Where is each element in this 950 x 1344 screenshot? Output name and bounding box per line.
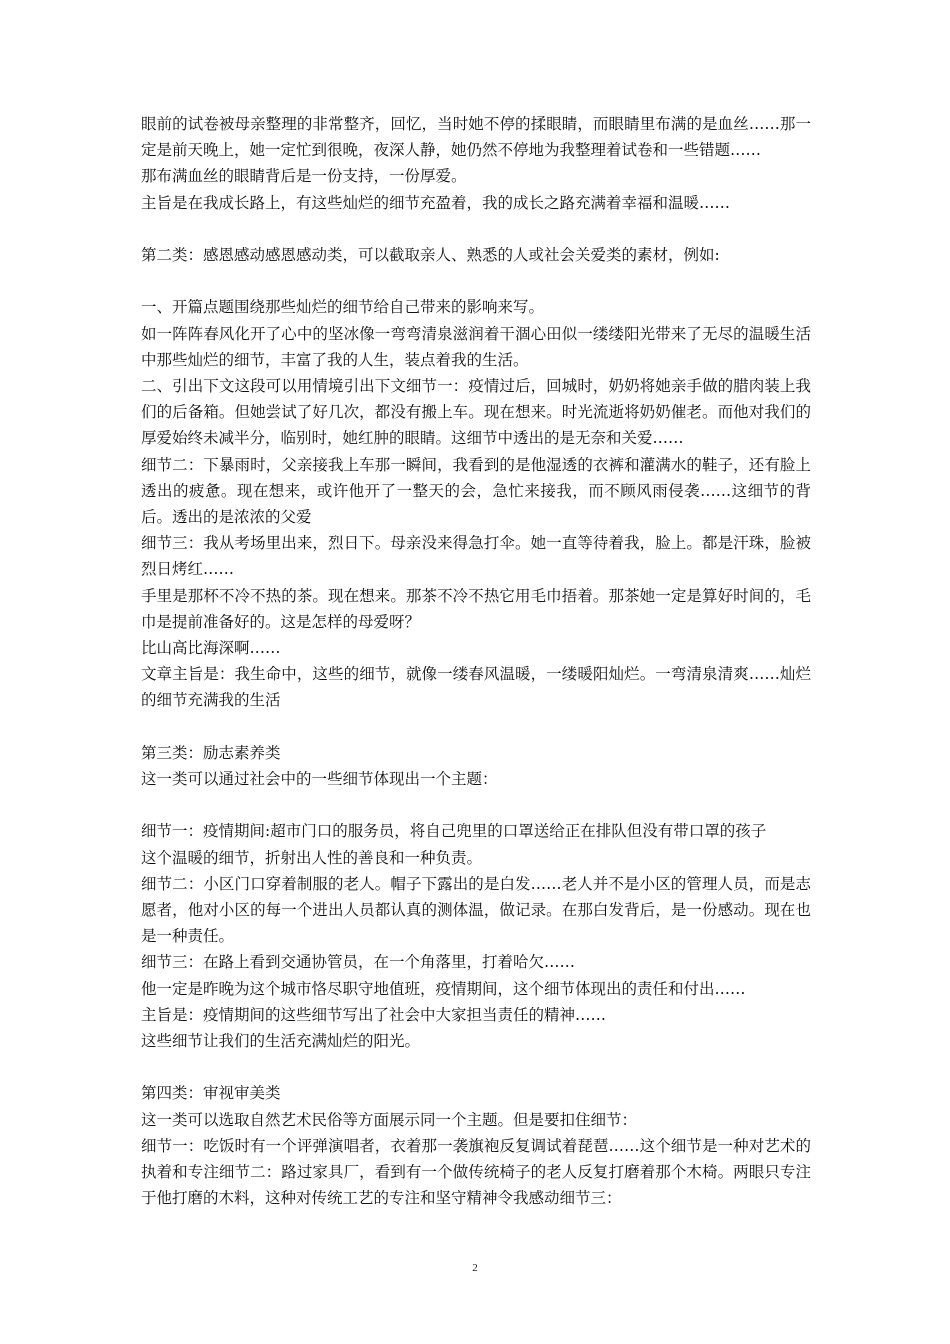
paragraph: 如一阵阵春风化开了心中的坚冰像一弯弯清泉滋润着干涸心田似一缕缕阳光带来了无尽的温暖生活中那些灿烂的细节，丰富了我的人生，装点着我的生活。 — [141, 324, 811, 369]
blank-line — [141, 268, 811, 294]
page-number: 2 — [472, 1262, 478, 1274]
paragraph: 文章主旨是：我生命中，这些的细节，就像一缕春风温暖，一缕暖阳灿烂。一弯清泉清爽……灿烂的细节充满我的生活 — [141, 665, 811, 710]
paragraph: 这一类可以通过社会中的一些细节体现出一个主题： — [141, 770, 498, 789]
paragraph: 这个温暖的细节，折射出人性的善良和一种负责。 — [141, 848, 483, 867]
paragraph: 一、开篇点题围绕那些灿烂的细节给自己带来的影响来写。 — [141, 298, 545, 317]
paragraph: 细节一：疫情期间:超市门口的服务员，将自己兜里的口罩送给正在排队但没有带口罩的孩子 — [141, 822, 767, 841]
blank-line — [141, 1054, 811, 1080]
blank-line — [141, 792, 811, 818]
section-heading: 第二类：感恩感动感恩感动类，可以截取亲人、熟悉的人或社会关爱类的素材，例如: — [141, 246, 720, 264]
blank-line — [141, 216, 811, 242]
paragraph: 细节二：下暴雨时，父亲接我上车那一瞬间，我看到的是他湿透的衣裤和灌满水的鞋子，还有脸上透出的疲惫。现在想来，或许他开了一整天的会，急忙来接我，而不顾风雨侵袭……这细节的背后。透出的是浓浓的父爱 — [141, 455, 811, 527]
paragraph: 细节一：吃饭时有一个评弹演唱者，衣着那一袭旗袍反复调试着琵琶……这个细节是一种对艺术的执着和专注细节二：路过家具厂，看到有一个做传统椅子的老人反复打磨着那个木椅。两眼只专注于他打磨的木料，这种对传统工艺的专注和坚守精神令我感动细节三： — [141, 1136, 811, 1208]
paragraph: 主旨是：疫情期间的这些细节写出了社会中大家担当责任的精神…… — [141, 1005, 607, 1024]
paragraph: 那布满血丝的眼睛背后是一份支持，一份厚爱。 — [141, 167, 467, 186]
paragraph: 主旨是在我成长路上，有这些灿烂的细节充盈着，我的成长之路充满着幸福和温暖…… — [141, 193, 731, 212]
paragraph: 细节三：我从考场里出来，烈日下。母亲没来得急打伞。她一直等待着我，脸上。都是汗珠，脸被烈日烤红…… — [141, 534, 811, 579]
section-heading: 第四类：审视审美类 — [141, 1084, 281, 1103]
document-body — [141, 111, 811, 1211]
paragraph: 这一类可以选取自然艺术民俗等方面展示同一个主题。但是要扣住细节： — [141, 1110, 638, 1129]
paragraph: 他一定是昨晚为这个城市恪尽职守地值班，疫情期间，这个细节体现出的责任和付出…… — [141, 979, 746, 998]
paragraph: 比山高比海深啊…… — [141, 639, 281, 658]
paragraph: 手里是那杯不冷不热的茶。现在想来。那茶不冷不热它用毛巾捂着。那茶她一定是算好时间的，毛巾是提前准备好的。这是怎样的母爱呀？ — [141, 586, 811, 631]
blank-line — [141, 714, 811, 740]
section-heading: 第三类：励志素养类 — [141, 743, 281, 762]
paragraph: 眼前的试卷被母亲整理的非常整齐，回忆，当时她不停的揉眼睛，而眼睛里布满的是血丝……那一定是前天晚上，她一定忙到很晚，夜深人静，她仍然不停地为我整理着试卷和一些错题…… — [141, 115, 811, 160]
paragraph: 这些细节让我们的生活充满灿烂的阳光。 — [141, 1032, 421, 1051]
paragraph: 细节二：小区门口穿着制服的老人。帽子下露出的是白发……老人并不是小区的管理人员，而是志愿者，他对小区的每一个进出人员都认真的测体温，做记录。在那白发背后，是一份感动。现在也是一种责任。 — [141, 874, 811, 946]
paragraph: 细节三：在路上看到交通协管员，在一个角落里，打着哈欠…… — [141, 953, 576, 972]
paragraph: 二、引出下文这段可以用情境引出下文细节一：疫情过后，回城时，奶奶将她亲手做的腊肉装上我们的后备箱。但她尝试了好几次，都没有搬上车。现在想来。时光流逝将奶奶催老。而他对我们的厚爱始终未减半分，临别时，她红肿的眼睛。这细节中透出的是无奈和关爱…… — [141, 377, 811, 448]
